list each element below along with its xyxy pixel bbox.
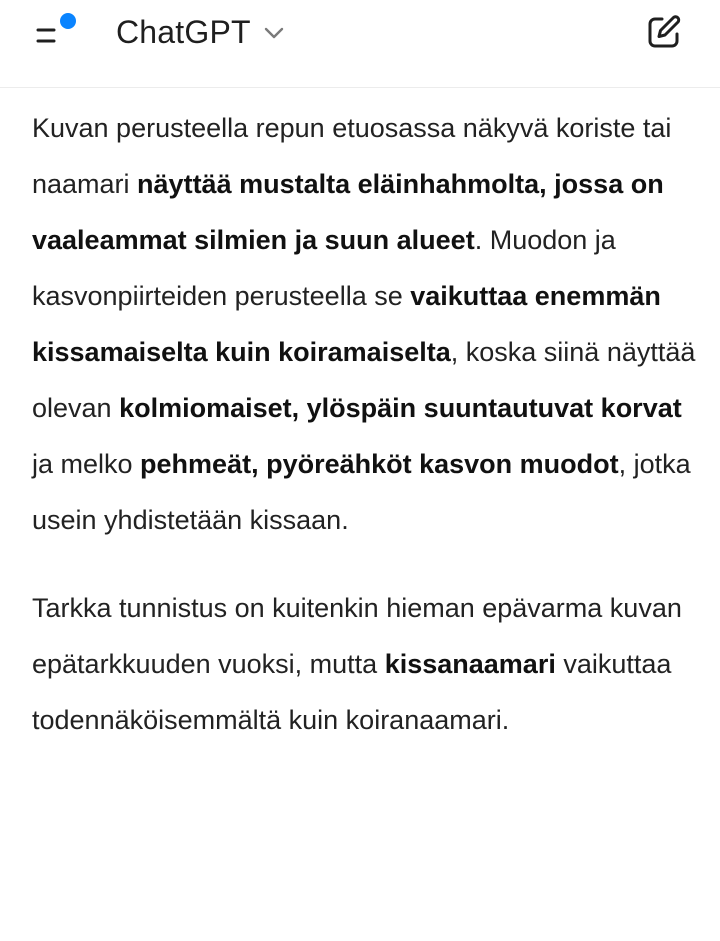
text-run: Kuvan perusteella repun etuosassa näkyvä koriste tai naamari <box>32 113 672 199</box>
bold-text-run: kissanaamari <box>384 649 556 679</box>
text-run: , koska siinä näyttää olevan <box>32 337 696 423</box>
text-run: ja melko <box>32 449 141 479</box>
text-run: Tarkka tunnistus on kuitenkin hieman epävarma kuvan epätarkkuuden vuoksi, mutta <box>32 593 682 679</box>
model-selector[interactable] <box>116 10 285 54</box>
bold-text-run: kolmiomaiset, ylöspäin suuntautuvat korvat <box>119 393 682 423</box>
new-chat-button[interactable] <box>644 12 684 52</box>
new-chat-edit-icon <box>644 12 684 52</box>
bold-text-run: näyttää mustalta eläinhahmolta, jossa on vaaleammat silmien ja suun alueet <box>32 169 664 255</box>
sidebar-menu-button[interactable] <box>30 10 82 54</box>
assistant-message <box>32 100 702 748</box>
chevron-down-icon <box>263 26 285 45</box>
text-run: . Muodon ja kasvonpiirteiden perusteella se <box>32 225 616 311</box>
bold-text-run: pehmeät, pyöreähköt kasvon muodot <box>140 449 619 479</box>
message-paragraph <box>32 100 702 548</box>
app-title: ChatGPT <box>116 14 251 50</box>
text-run: vaikuttaa todennäköisemmältä kuin koiranaamari. <box>32 649 672 735</box>
bold-text-run: vaikuttaa enemmän kissamaiselta kuin koiramaiselta <box>32 281 661 367</box>
message-paragraph <box>32 580 702 748</box>
sidebar-menu-icon <box>30 10 82 54</box>
notification-dot-icon <box>60 13 76 29</box>
text-run: , jotka usein yhdistetään kissaan. <box>32 449 691 535</box>
top-bar <box>0 0 720 88</box>
